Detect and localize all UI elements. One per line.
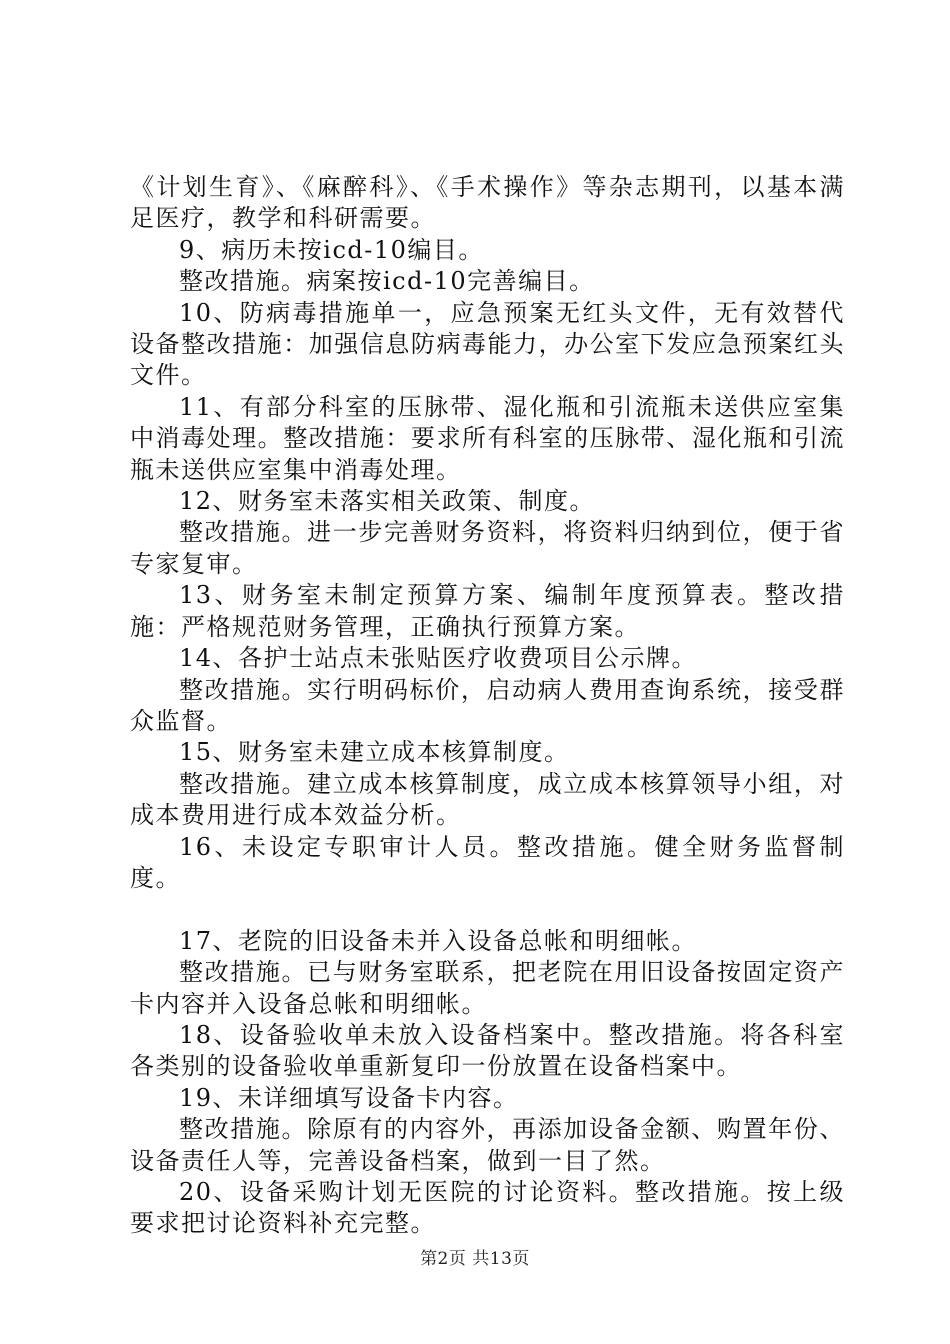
paragraph-18: 整改措施。除原有的内容外，再添加设备金额、购置年份、设备责任人等，完善设备档案，做到一目了然。 [130,1115,845,1175]
paragraph-17: 19、未详细填写设备卡内容。 [179,1083,519,1112]
paragraph-12: 整改措施。建立成本核算制度，成立成本核算领导小组，对成本费用进行成本效益分析。 [130,769,845,830]
paragraph-19: 20、设备采购计划无医院的讨论资料。整改措施。按上级要求把讨论资料补充完整。 [130,1177,845,1238]
paragraph-7: 整改措施。进一步完善财务资料，将资料归纳到位，便于省专家复审。 [130,518,845,578]
paragraph-3: 整改措施。病案按icd-10完善编目。 [179,267,595,296]
paragraph-11: 15、财务室未建立成本核算制度。 [179,738,570,767]
paragraph-9: 14、各护士站点未张贴医疗收费项目公示牌。 [179,644,698,673]
paragraph-15: 整改措施。已与财务室联系，把老院在用旧设备按固定资产卡内容并入设备总帐和明细帐。 [130,958,845,1018]
document-body [130,172,845,1240]
paragraph-4: 10、防病毒措施单一，应急预案无红头文件，无有效替代设备整改措施：加强信息防病毒能力，办公室下发应急预案红头文件。 [130,298,845,390]
paragraph-14: 17、老院的旧设备未并入设备总帐和明细帐。 [179,926,698,955]
paragraph-2: 9、病历未按icd-10编目。 [179,235,484,264]
page-number-label: 第2页 共13页 [420,1249,530,1269]
blank-line [130,894,845,925]
paragraph-1: 《计划生育》、《麻醉科》、《手术操作》等杂志期刊，以基本满足医疗，教学和科研需要。 [130,173,845,233]
paragraph-8: 13、财务室未制定预算方案、编制年度预算表。整改措施：严格规范财务管理，正确执行预算方案。 [130,581,845,641]
paragraph-6: 12、财务室未落实相关政策、制度。 [179,487,596,516]
paragraph-10: 整改措施。实行明码标价，启动病人费用查询系统，接受群众监督。 [130,675,845,735]
page-footer [0,1244,950,1269]
paragraph-16: 18、设备验收单未放入设备档案中。整改措施。将各科室各类别的设备验收单重新复印一份放置在设备档案中。 [130,1020,845,1081]
paragraph-5: 11、有部分科室的压脉带、湿化瓶和引流瓶未送供应室集中消毒处理。整改措施：要求所有科室的压脉带、湿化瓶和引流瓶未送供应室集中消毒处理。 [130,392,845,484]
paragraph-13: 16、未设定专职审计人员。整改措施。健全财务监督制度。 [130,832,845,892]
